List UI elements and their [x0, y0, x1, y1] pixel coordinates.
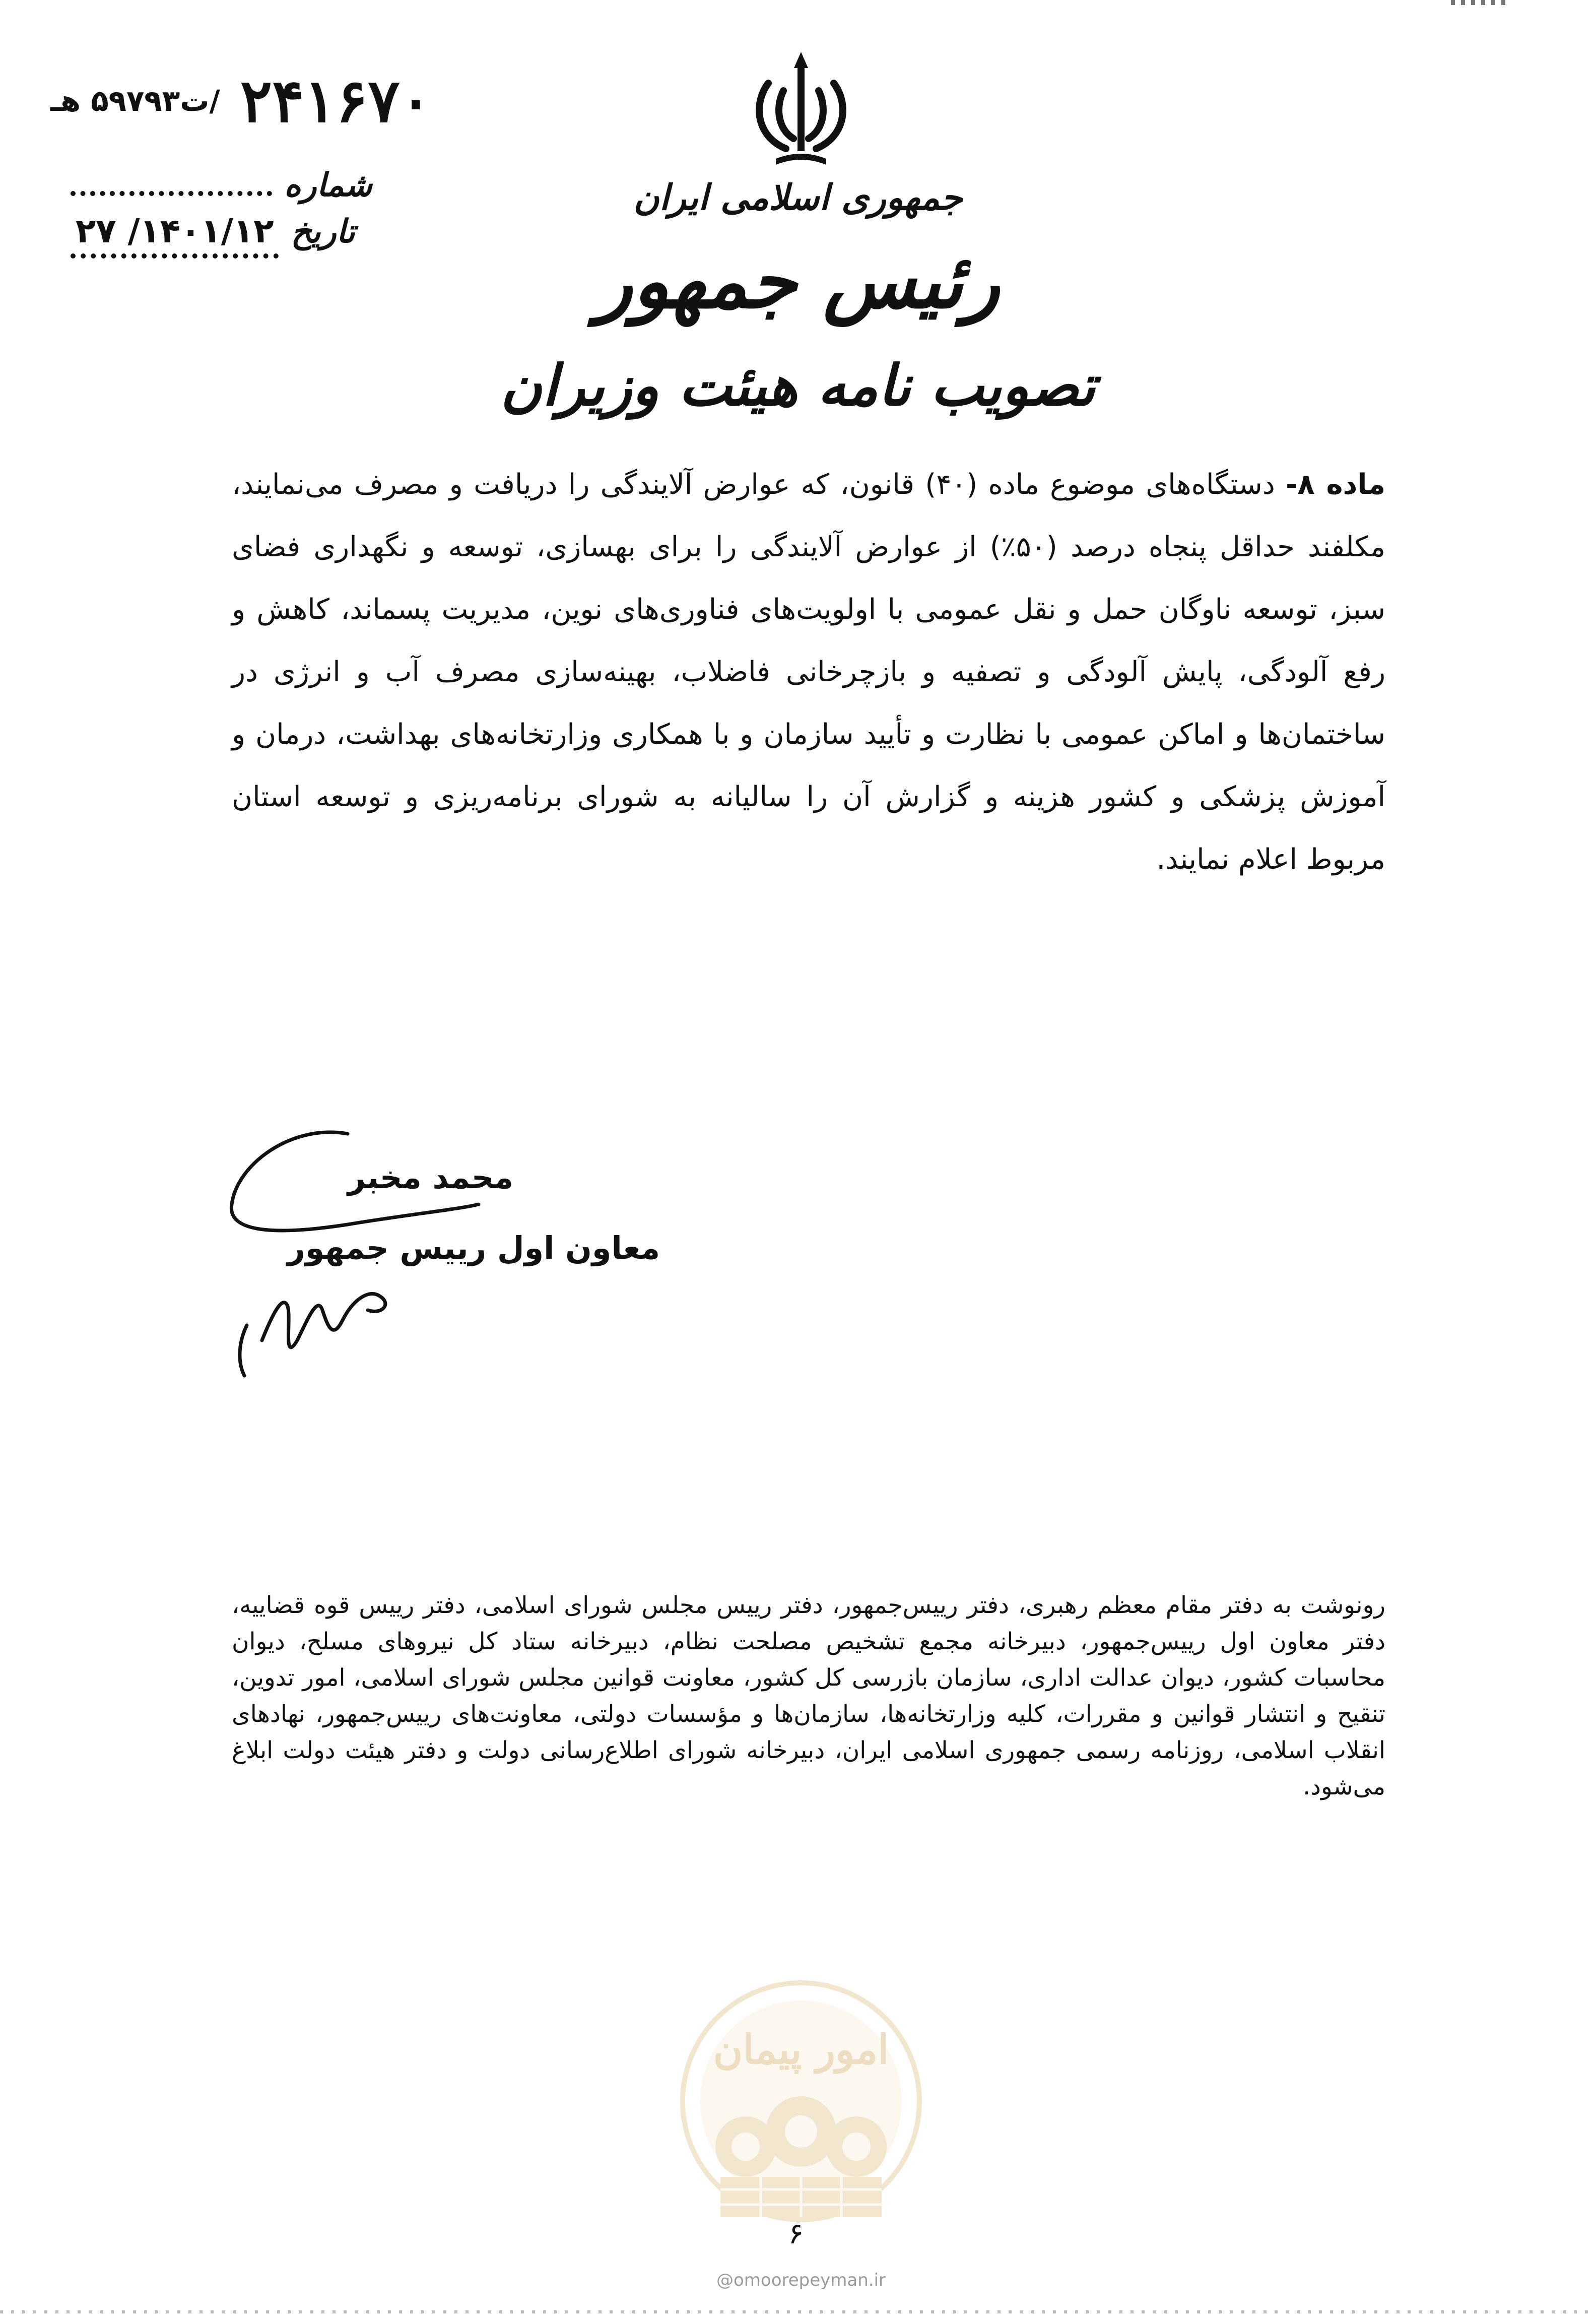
source-url: @omoorepeyman.ir: [716, 2270, 886, 2290]
article-text: دستگاه‌های موضوع ماده (۴۰) قانون، که عوارض آلایندگی را دریافت و مصرف می‌نمایند، مکلفند حداقل پنجاه درصد (۵۰٪) از عوارض آلایندگی را برای بهسازی، توسعه و نگهداری فضای سبز، توسعه ناوگان حمل و نقل عمومی با اولویت‌های فناوری‌های نوین، مدیریت پسماند، کاهش و رفع آلودگی، پایش آلودگی و تصفیه و بازچرخانی فاضلاب، بهینه‌سازی مصرف آب و انرژی در ساختمان‌ها و اماکن عمومی با نظارت و تأیید سازمان و با همکاری وزارتخانه‌های بهداشت، درمان و آموزش پزشکی و کشور هزینه و گزارش آن را سالیانه به شورای برنامه‌ریزی و توسعه استان مربوط اعلام نمایند.: [232, 468, 1386, 876]
date-label: تاریخ: [291, 213, 355, 250]
scan-edge-mark: [1451, 0, 1511, 5]
page-number: ۶: [788, 2216, 804, 2250]
footer-divider: [0, 2310, 1596, 2313]
reference-code: /ت۵۹۷۹۳ هـ: [50, 83, 220, 118]
watermark-text: امور پیمان: [713, 2026, 889, 2073]
signer-name: محمد مخبر: [348, 1159, 513, 1196]
article-body: [232, 454, 1385, 891]
signer-title: معاون اول رییس جمهور: [287, 1230, 660, 1266]
country-title: جمهوری اسلامی ایران: [633, 176, 963, 218]
office-title: رئیس جمهور: [596, 237, 1000, 326]
iran-emblem-icon: [746, 48, 856, 169]
number-label: شماره: [284, 166, 372, 204]
document-type-title: تصویب نامه هیئت وزیران: [500, 353, 1096, 419]
watermark-logo: [675, 1975, 927, 2237]
date-value: ۱۴۰۱/۱۲/ ۲۷: [71, 212, 279, 259]
article-label: ماده ۸-: [1286, 468, 1385, 501]
reference-number: ۲۴۱۶۷۰: [240, 66, 432, 136]
copies-paragraph: رونوشت به دفتر مقام معظم رهبری، دفتر رییس‌جمهور، دفتر رییس مجلس شورای اسلامی، دفتر رییس قوه قضاییه، دفتر معاون اول رییس‌جمهور، دبیرخانه مجمع تشخیص مصلحت نظام، دبیرخانه ستاد کل نیروهای مسلح، دیوان محاسبات کشور، دیوان عدالت اداری، سازمان بازرسی کل کشور، معاونت قوانین مجلس شورای اسلامی، امور تدوین، تنقیح و انتشار قوانین و مقررات، کلیه وزارتخانه‌ها، سازمان‌ها و مؤسسات دولتی، معاونت‌های رییس‌جمهور، نهادهای انقلاب اسلامی، روزنامه رسمی جمهوری اسلامی ایران، دبیرخانه شورای اطلاع‌رسانی دولت و دفتر هیئت دولت ابلاغ می‌شود.: [232, 1591, 1385, 1800]
reference-line: [50, 66, 432, 136]
